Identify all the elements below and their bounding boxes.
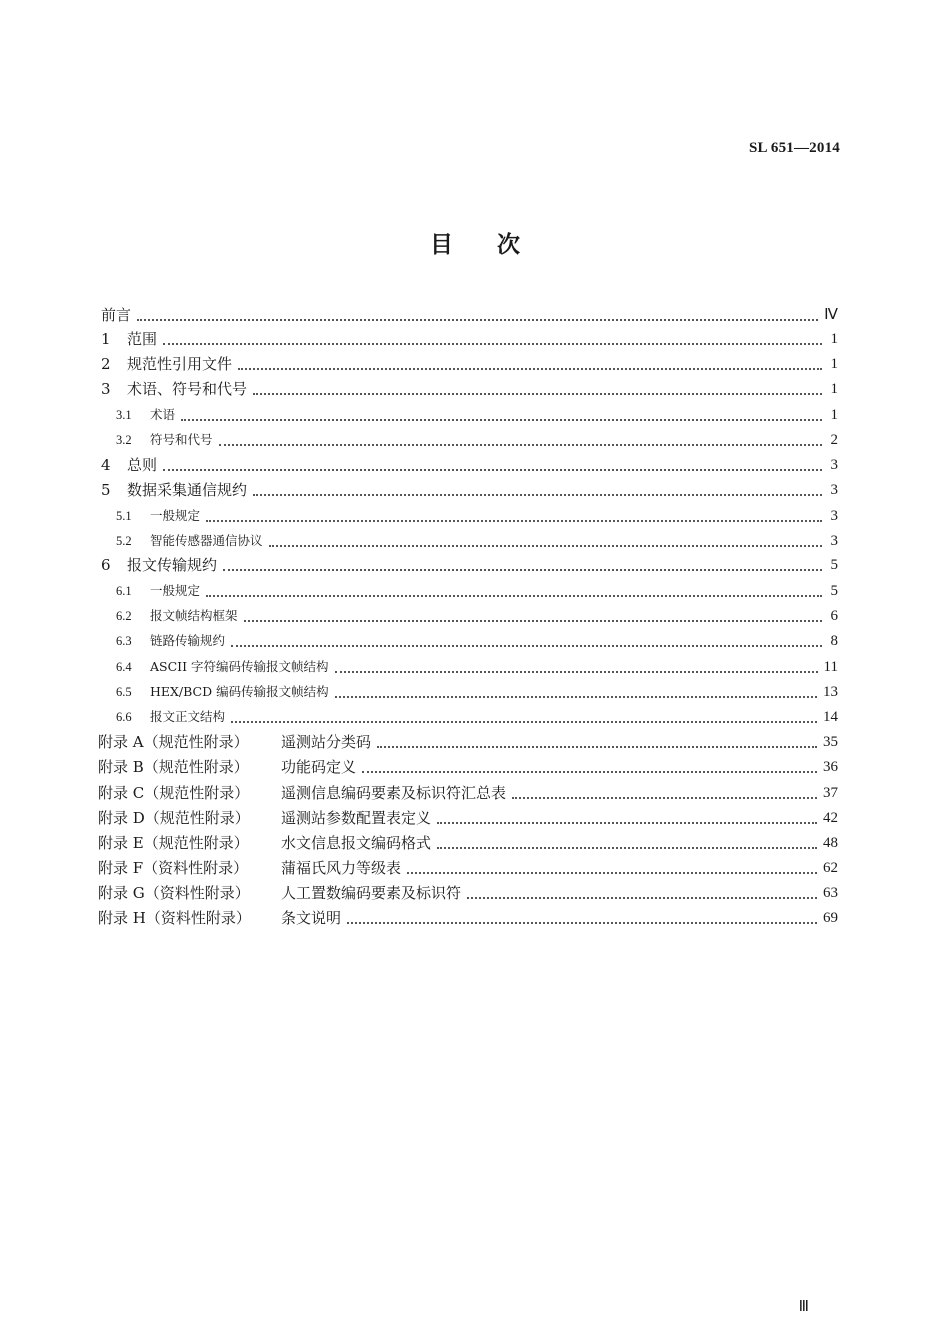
leader-dots bbox=[467, 897, 817, 899]
toc-entry-page: 62 bbox=[823, 860, 838, 876]
toc-entry[interactable] bbox=[101, 352, 838, 376]
toc-entry-page: 3 bbox=[830, 533, 838, 549]
toc-entry[interactable] bbox=[101, 453, 838, 477]
leader-dots bbox=[335, 671, 818, 673]
toc-entry[interactable] bbox=[101, 377, 838, 401]
toc-entry-label: 蒲福氏风力等级表 bbox=[281, 859, 402, 877]
toc-entry-page: 14 bbox=[823, 709, 838, 725]
toc-entry-page: 48 bbox=[823, 835, 838, 851]
toc-entry-label: 报文正文结构 bbox=[150, 709, 226, 724]
leader-dots bbox=[377, 746, 817, 748]
toc-entry-page: 5 bbox=[830, 557, 838, 573]
leader-dots bbox=[512, 797, 817, 799]
toc-appendix-a[interactable] bbox=[98, 730, 838, 754]
toc-entry-number: 5 bbox=[101, 481, 111, 499]
toc-subentry[interactable] bbox=[116, 529, 838, 553]
toc-entry-label: 人工置数编码要素及标识符 bbox=[281, 884, 462, 902]
toc-entry-label: 遥测站参数配置表定义 bbox=[281, 809, 432, 827]
appendix-designation: 附录 A（规范性附录） bbox=[98, 733, 249, 751]
leader-dots bbox=[219, 444, 822, 446]
toc-entry-page: 11 bbox=[823, 659, 838, 675]
toc-entry[interactable] bbox=[101, 478, 838, 502]
toc-entry-label: 符号和代号 bbox=[150, 432, 213, 447]
toc-appendix-d[interactable] bbox=[98, 806, 838, 830]
leader-dots bbox=[253, 494, 822, 496]
toc-entry-label: 总则 bbox=[127, 456, 158, 474]
toc-entry-page: 6 bbox=[830, 608, 838, 624]
toc-subentry[interactable] bbox=[116, 604, 838, 628]
leader-dots bbox=[437, 822, 817, 824]
toc-entry-number: 6 bbox=[101, 556, 111, 574]
leader-dots bbox=[206, 520, 822, 522]
toc-entry-number: 6.6 bbox=[116, 710, 132, 724]
appendix-designation: 附录 G（资料性附录） bbox=[98, 884, 250, 902]
standard-code: SL 651—2014 bbox=[749, 140, 840, 156]
leader-dots bbox=[223, 569, 822, 571]
toc-entry-label: 报文传输规约 bbox=[127, 556, 218, 574]
leader-dots bbox=[347, 922, 817, 924]
toc-entry-label: 一般规定 bbox=[150, 508, 201, 523]
toc-entry-page: 13 bbox=[823, 684, 838, 700]
toc-entry-number: 1 bbox=[101, 330, 111, 348]
toc-entry-number: 5.2 bbox=[116, 534, 132, 548]
toc-entry-label: 术语 bbox=[150, 407, 176, 422]
toc-entry[interactable] bbox=[101, 327, 838, 351]
leader-dots bbox=[253, 393, 822, 395]
toc-entry-number: 4 bbox=[101, 456, 111, 474]
toc-entry-page: 37 bbox=[823, 785, 838, 801]
toc-appendix-h[interactable] bbox=[98, 906, 838, 930]
toc-subentry[interactable] bbox=[116, 705, 838, 729]
toc-entry-page: 36 bbox=[823, 759, 838, 775]
toc-entry-label: 术语、符号和代号 bbox=[127, 380, 248, 398]
page-number: Ⅲ bbox=[798, 1299, 809, 1315]
toc-entry-page: 3 bbox=[830, 482, 838, 498]
toc-entry-label: 功能码定义 bbox=[281, 758, 357, 776]
toc-entry-number: 3 bbox=[101, 380, 111, 398]
leader-dots bbox=[231, 645, 822, 647]
appendix-designation: 附录 H（资料性附录） bbox=[98, 909, 251, 927]
toc-title-char-2: 次 bbox=[497, 231, 520, 258]
appendix-designation: 附录 E（规范性附录） bbox=[98, 834, 249, 852]
toc-entry-number: 6.1 bbox=[116, 584, 132, 598]
leader-dots bbox=[206, 595, 822, 597]
toc-entry-page: 42 bbox=[823, 810, 838, 826]
toc-entry-page: 8 bbox=[830, 633, 838, 649]
toc-entry-page: Ⅳ bbox=[824, 307, 838, 323]
toc-subentry[interactable] bbox=[116, 428, 838, 452]
toc-entry-label: 数据采集通信规约 bbox=[127, 481, 248, 499]
leader-dots bbox=[163, 343, 822, 345]
toc-entry-page: 2 bbox=[830, 432, 838, 448]
toc-entry-page: 69 bbox=[823, 910, 838, 926]
leader-dots bbox=[238, 368, 822, 370]
toc-entry-label: 遥测站分类码 bbox=[281, 733, 372, 751]
toc-entry-label: 一般规定 bbox=[150, 583, 201, 598]
leader-dots bbox=[163, 469, 822, 471]
toc-entry-page: 1 bbox=[830, 407, 838, 423]
leader-dots bbox=[437, 847, 817, 849]
toc-entry-page: 1 bbox=[830, 331, 838, 347]
toc-entry-label: 水文信息报文编码格式 bbox=[281, 834, 432, 852]
leader-dots bbox=[335, 696, 817, 698]
appendix-designation: 附录 B（规范性附录） bbox=[98, 758, 249, 776]
toc-entry-label: 遥测信息编码要素及标识符汇总表 bbox=[281, 784, 507, 802]
toc-entry-page: 63 bbox=[823, 885, 838, 901]
leader-dots bbox=[407, 872, 817, 874]
toc-entry-number: 6.4 bbox=[116, 660, 132, 674]
toc-subentry[interactable] bbox=[116, 579, 838, 603]
toc-entry-number: 5.1 bbox=[116, 509, 132, 523]
toc-entry-label: 报文帧结构框架 bbox=[150, 608, 238, 623]
toc-entry-page: 35 bbox=[823, 734, 838, 750]
toc-entry-page: 1 bbox=[830, 381, 838, 397]
toc-entry-page: 3 bbox=[830, 508, 838, 524]
leader-dots bbox=[269, 545, 822, 547]
appendix-designation: 附录 C（规范性附录） bbox=[98, 784, 250, 802]
toc-subentry[interactable] bbox=[116, 655, 838, 679]
toc-entry[interactable] bbox=[101, 553, 838, 577]
toc-appendix-e[interactable] bbox=[98, 831, 838, 855]
toc-entry-label: 智能传感器通信协议 bbox=[150, 533, 263, 548]
toc-title bbox=[0, 226, 950, 259]
toc-entry-preface[interactable] bbox=[101, 303, 838, 327]
toc-entry-label: HEX/BCD 编码传输报文帧结构 bbox=[150, 684, 329, 699]
toc-entry-page: 5 bbox=[830, 583, 838, 599]
toc-entry-page: 3 bbox=[830, 457, 838, 473]
appendix-designation: 附录 F（资料性附录） bbox=[98, 859, 249, 877]
toc-entry-number: 6.3 bbox=[116, 634, 132, 648]
toc-subentry[interactable] bbox=[116, 629, 838, 653]
toc-subentry[interactable] bbox=[116, 504, 838, 528]
toc-entry-label: 范围 bbox=[127, 330, 158, 348]
toc-entry-label: 链路传输规约 bbox=[150, 633, 226, 648]
toc-title-char-1: 目 bbox=[430, 231, 453, 258]
toc-entry-label: 规范性引用文件 bbox=[127, 355, 233, 373]
toc-entry-number: 6.5 bbox=[116, 685, 132, 699]
toc-entry-number: 3.2 bbox=[116, 433, 132, 447]
leader-dots bbox=[244, 620, 822, 622]
leader-dots bbox=[137, 319, 818, 321]
toc-appendix-b[interactable] bbox=[98, 755, 838, 779]
toc-entry-page: 1 bbox=[830, 356, 838, 372]
toc-appendix-c[interactable] bbox=[98, 781, 838, 805]
leader-dots bbox=[362, 771, 817, 773]
toc-appendix-g[interactable] bbox=[98, 881, 838, 905]
toc-subentry[interactable] bbox=[116, 680, 838, 704]
toc-entry-label: 前言 bbox=[101, 306, 132, 324]
toc-entry-number: 2 bbox=[101, 355, 111, 373]
toc-entry-label: 条文说明 bbox=[281, 909, 342, 927]
appendix-designation: 附录 D（规范性附录） bbox=[98, 809, 250, 827]
leader-dots bbox=[181, 419, 822, 421]
leader-dots bbox=[231, 721, 817, 723]
toc-entry-label: ASCII 字符编码传输报文帧结构 bbox=[150, 659, 329, 674]
toc-entry-number: 3.1 bbox=[116, 408, 132, 422]
toc-appendix-f[interactable] bbox=[98, 856, 838, 880]
toc-subentry[interactable] bbox=[116, 403, 838, 427]
toc-entry-number: 6.2 bbox=[116, 609, 132, 623]
